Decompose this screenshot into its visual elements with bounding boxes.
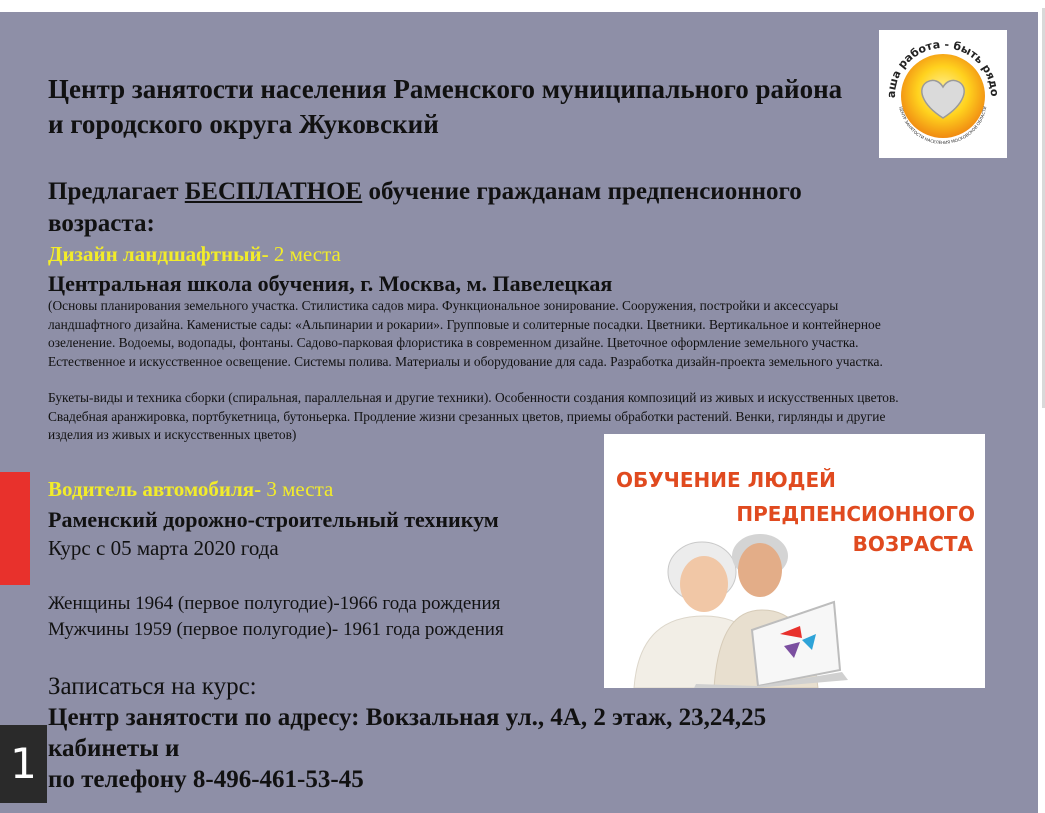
course-driver-school: Раменский дорожно-строительный техникум (48, 507, 499, 532)
course-seats: 3 места (261, 477, 334, 501)
course-landscape-school: Центральная школа обучения, г. Москва, м. Павелецкая (48, 271, 613, 296)
woman-face (680, 556, 728, 612)
logo-slogan: аша работа - быть рядо (884, 37, 1002, 99)
course-name: Водитель автомобиля- (48, 477, 262, 501)
promo-image (604, 434, 985, 688)
course-driver-title (48, 476, 333, 502)
man-face (738, 543, 782, 597)
promo-line-1: ОБУЧЕНИЕ ЛЮДЕЙ (616, 468, 836, 492)
logo-bottom-text: ЦЕНТР ЗАНЯТОСТИ НАСЕЛЕНИЯ МОСКОВСКОЙ ОБЛАСТИ (898, 105, 988, 146)
offer-prefix: Предлагает (48, 178, 185, 205)
heart-logo-icon (879, 30, 1007, 158)
offer-suffix: обучение гражданам предпенсионного возраста: (48, 178, 802, 237)
eligibility-women: Женщины 1964 (первое полугодие)-1966 года рождения (48, 593, 501, 614)
side-tab[interactable] (0, 472, 30, 585)
course-seats: 2 места (268, 242, 341, 266)
course-landscape-description: (Основы планирования земельного участка. Стилистика садов мира. Функциональное зонирование. Сооружения, постройки и аксессуары ландшафтного дизайна. Каменистые сады: «Альпинарии и рокарии». Групповые и солитерные посадки. Цветники. Вертикальное и контейнерное озеленение. Водоемы, водопады, фонтаны. Садово-парковая флористика в современном дизайне. Цветочное оформление земельного участка. Естественное и искусственное освещение. Системы полива. Материалы и оборудование для сада. Разработка дизайн-проекта земельного участка. (48, 298, 883, 369)
promo-line-2: ПРЕДПЕНСИОННОГО (736, 502, 975, 526)
signup-address: Центр занятости по адресу: Вокзальная ул., 4А, 2 этаж, 23,24,25 кабинеты и (48, 704, 767, 762)
offer-heading (48, 176, 898, 240)
course-landscape-description-2: Букеты-виды и техника сборки (спиральная, параллельная и другие техники). Особенности создания композиций из живых и искусственных цветов. Свадебная аранжировка, портбукетница, бутоньерка. Продление жизни срезанных цветов, приемы обработки растений. Венки, гирлянды и другие изделия из живых и искусственных цветов) (48, 390, 899, 442)
course-driver-start: Курс с 05 марта 2020 года (48, 536, 279, 560)
course-name: Дизайн ландшафтный- (48, 242, 269, 266)
course-landscape-title (48, 241, 341, 267)
eligibility-men: Мужчины 1959 (первое полугодие)- 1961 года рождения (48, 619, 504, 640)
promo-line-3: ВОЗРАСТА (852, 532, 973, 556)
right-edge (1038, 0, 1045, 813)
employment-center-logo (879, 30, 1007, 158)
offer-emphasis: БЕСПЛАТНОЕ (184, 178, 363, 205)
page-title: Центр занятости населения Раменского муниципального района и городского округа Жуковский (48, 74, 843, 139)
page-indicator[interactable] (0, 725, 47, 803)
page-number: 1 (10, 739, 37, 788)
signup-label: Записаться на курс: (48, 673, 257, 700)
signup-phone: по телефону 8-496-461-53-45 (48, 766, 364, 793)
